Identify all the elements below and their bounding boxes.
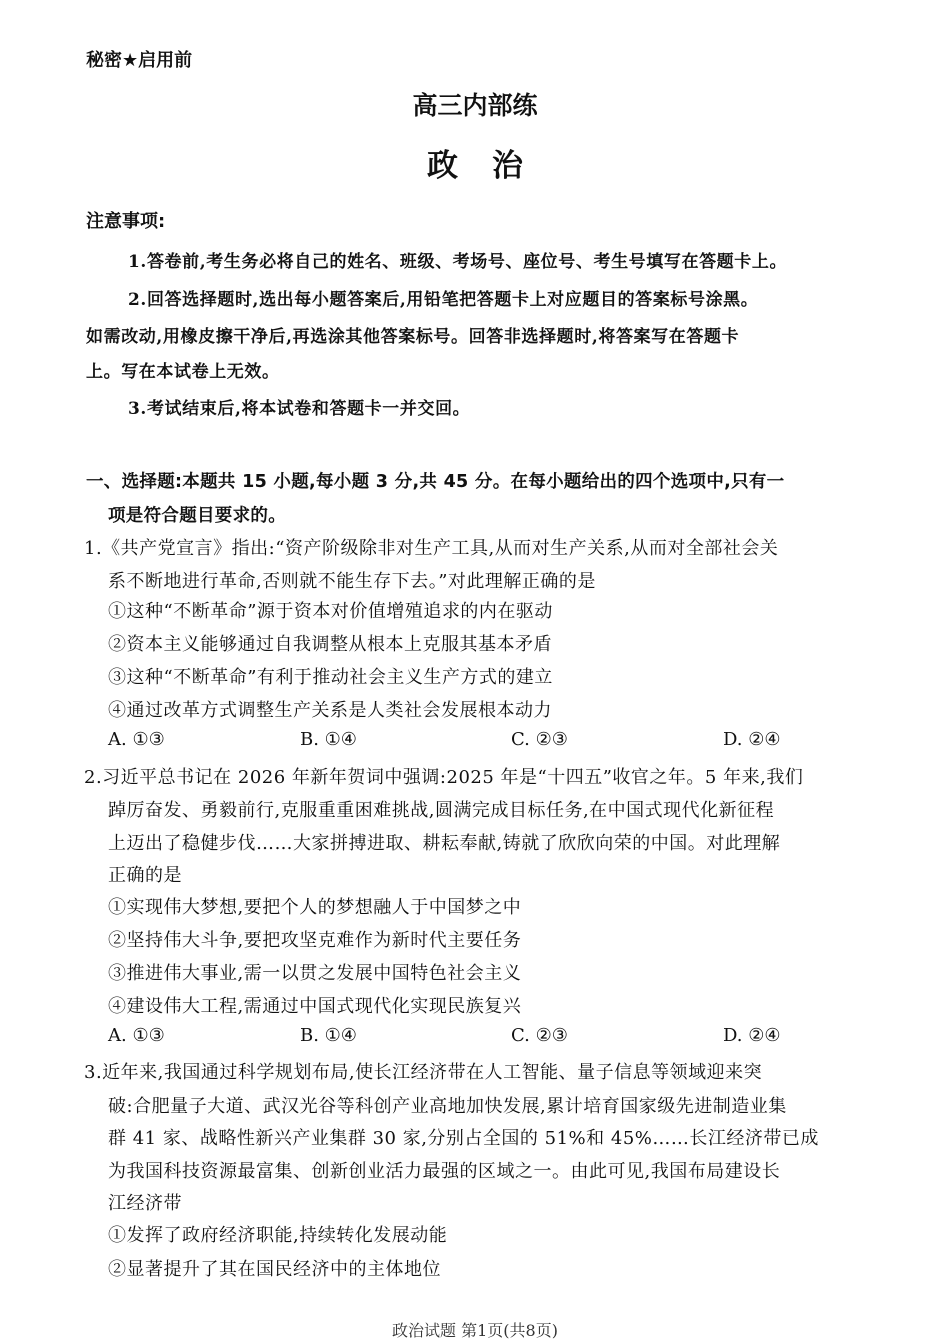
choice-a: A. ①③ bbox=[108, 729, 165, 750]
note-line: 上。写在本试卷上无效。 bbox=[86, 362, 280, 382]
question-stem-line: 为我国科技资源最富集、创新创业活力最强的区域之一。由此可见,我国布局建设长 bbox=[108, 1161, 781, 1182]
note-line: 3.考试结束后,将本试卷和答题卡一并交回。 bbox=[128, 399, 471, 419]
choice-b: B. ①④ bbox=[300, 729, 357, 750]
question-stem-line: 破:合肥量子大道、武汉光谷等科创产业高地加快发展,累计培育国家级先进制造业集 bbox=[108, 1096, 787, 1117]
question-stem-line: 上迈出了稳健步伐……大家拼搏进取、耕耘奉献,铸就了欣欣向荣的中国。对此理解 bbox=[108, 833, 781, 854]
notes-heading: 注意事项: bbox=[86, 211, 166, 232]
question-stem-line: 1.《共产党宣言》指出:“资产阶级除非对生产工具,从而对生产关系,从而对全部社会关 bbox=[84, 538, 779, 559]
statement-item: ②资本主义能够通过自我调整从根本上克服其基本矛盾 bbox=[108, 634, 552, 655]
exam-title: 高三内部练 bbox=[412, 91, 538, 120]
choice-c: C. ②③ bbox=[511, 1025, 568, 1046]
question-stem-line: 踔厉奋发、勇毅前行,克服重重困难挑战,圆满完成目标任务,在中国式现代化新征程 bbox=[108, 800, 775, 821]
note-line: 如需改动,用橡皮擦干净后,再选涂其他答案标号。回答非选择题时,将答案写在答题卡 bbox=[86, 327, 740, 347]
note-line: 2.回答选择题时,选出每小题答案后,用铅笔把答题卡上对应题目的答案标号涂黑。 bbox=[128, 290, 759, 310]
question-stem-line: 群 41 家、战略性新兴产业集群 30 家,分别占全国的 51%和 45%……长江经济带已成 bbox=[108, 1128, 819, 1149]
statement-item: ④建设伟大工程,需通过中国式现代化实现民族复兴 bbox=[108, 996, 522, 1017]
question-stem-line: 正确的是 bbox=[108, 865, 182, 886]
statement-item: ④通过改革方式调整生产关系是人类社会发展根本动力 bbox=[108, 700, 552, 721]
statement-item: ③这种“不断革命”有利于推动社会主义生产方式的建立 bbox=[108, 667, 553, 688]
statement-item: ②显著提升了其在国民经济中的主体地位 bbox=[108, 1259, 441, 1280]
note-line: 1.答卷前,考生务必将自己的姓名、班级、考场号、座位号、考生号填写在答题卡上。 bbox=[128, 252, 788, 272]
section-heading-cont: 项是符合题目要求的。 bbox=[108, 506, 286, 526]
section-heading: 一、选择题:本题共 15 小题,每小题 3 分,共 45 分。在每小题给出的四个选项中,只有一 bbox=[86, 472, 785, 492]
statement-item: ②坚持伟大斗争,要把攻坚克难作为新时代主要任务 bbox=[108, 930, 522, 951]
statement-item: ①发挥了政府经济职能,持续转化发展动能 bbox=[108, 1225, 448, 1246]
statement-item: ①实现伟大梦想,要把个人的梦想融人于中国梦之中 bbox=[108, 897, 522, 918]
choice-c: C. ②③ bbox=[511, 729, 568, 750]
choice-d: D. ②④ bbox=[723, 729, 781, 750]
statement-item: ①这种“不断革命”源于资本对价值增殖追求的内在驱动 bbox=[108, 601, 553, 622]
choice-b: B. ①④ bbox=[300, 1025, 357, 1046]
page-footer: 政治试题 第1页(共8页) bbox=[392, 1321, 558, 1340]
choice-a: A. ①③ bbox=[108, 1025, 165, 1046]
subject-title: 政治 bbox=[427, 148, 557, 184]
question-stem-line: 江经济带 bbox=[108, 1193, 182, 1214]
question-stem-line: 3.近年来,我国通过科学规划布局,使长江经济带在人工智能、量子信息等领域迎来突 bbox=[84, 1062, 763, 1083]
question-stem-line: 系不断地进行革命,否则就不能生存下去。”对此理解正确的是 bbox=[108, 571, 596, 592]
question-stem-line: 2.习近平总书记在 2026 年新年贺词中强调:2025 年是“十四五”收官之年。5 年来,我们 bbox=[84, 767, 804, 788]
confidential-mark: 秘密★启用前 bbox=[86, 50, 193, 71]
choice-d: D. ②④ bbox=[723, 1025, 781, 1046]
statement-item: ③推进伟大事业,需一以贯之发展中国特色社会主义 bbox=[108, 963, 522, 984]
